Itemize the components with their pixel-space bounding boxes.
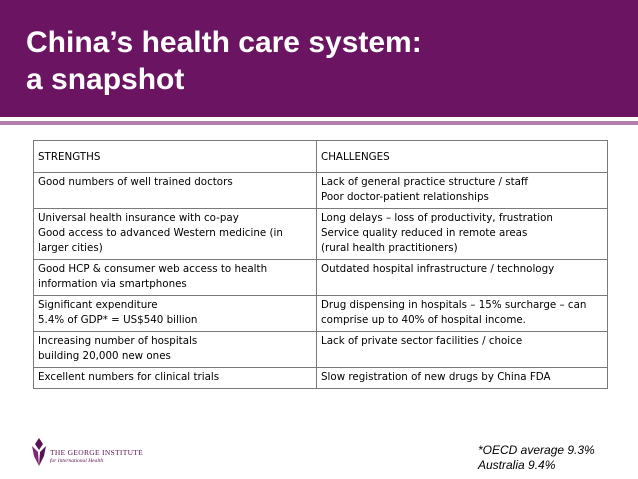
- cell-line: Lack of private sector facilities / choice: [321, 335, 523, 347]
- table-row: [34, 209, 608, 260]
- slide-title-line-2: a snapshot: [26, 63, 185, 96]
- header-strengths: STRENGTHS: [34, 141, 317, 173]
- strength-cell: [34, 209, 317, 260]
- footnote-line-2: Australia 9.4%: [478, 458, 556, 472]
- cell-line: Drug dispensing in hospitals – 15% surcharge – can comprise up to 40% of hospital income.: [321, 299, 587, 326]
- strength-cell: [34, 260, 317, 296]
- cell-line: Slow registration of new drugs by China FDA: [321, 371, 551, 383]
- cell-line: Service quality reduced in remote areas: [321, 227, 528, 239]
- cell-line: 5.4% of GDP* = US$540 billion: [38, 314, 198, 326]
- strength-cell: [34, 368, 317, 389]
- table-row: [34, 260, 608, 296]
- title-bar: [0, 0, 638, 117]
- table-row: [34, 368, 608, 389]
- challenge-cell: [317, 260, 608, 296]
- challenge-cell: [317, 296, 608, 332]
- logo-name-text: THE GEORGE INSTITUTE: [50, 448, 144, 457]
- george-institute-logo: [30, 436, 180, 472]
- strengths-challenges-table: [33, 140, 608, 389]
- strength-cell: [34, 296, 317, 332]
- cell-line: Outdated hospital infrastructure / technology: [321, 263, 555, 275]
- cell-line: Increasing number of hospitals: [38, 335, 198, 347]
- cell-line: Universal health insurance with co-pay: [38, 212, 239, 224]
- table-row: [34, 296, 608, 332]
- strength-cell: [34, 173, 317, 209]
- footnote: [478, 443, 595, 473]
- cell-line: Good HCP & consumer web access to health information via smartphones: [38, 263, 268, 290]
- cell-line: Lack of general practice structure / staff: [321, 176, 529, 188]
- accent-divider: [0, 121, 638, 125]
- challenge-cell: [317, 173, 608, 209]
- table-header-row: [34, 141, 608, 173]
- cell-line: Excellent numbers for clinical trials: [38, 371, 220, 383]
- challenge-cell: [317, 332, 608, 368]
- slide-title-line-1: China’s health care system:: [26, 26, 422, 59]
- slide-title: [26, 24, 616, 98]
- cell-line: Long delays – loss of productivity, frustration: [321, 212, 553, 224]
- logo-tagline-text: for International Health: [50, 458, 104, 464]
- challenge-cell: [317, 368, 608, 389]
- cell-line: Poor doctor-patient relationships: [321, 191, 489, 203]
- table-row: [34, 332, 608, 368]
- challenge-cell: [317, 209, 608, 260]
- cell-line: Significant expenditure: [38, 299, 158, 311]
- strength-cell: [34, 332, 317, 368]
- cell-line: (rural health practitioners): [321, 242, 458, 254]
- cell-line: Good numbers of well trained doctors: [38, 176, 233, 188]
- table-row: [34, 173, 608, 209]
- cell-line: Good access to advanced Western medicine (in larger cities): [38, 227, 283, 254]
- header-challenges: CHALLENGES: [317, 141, 608, 173]
- george-institute-logo-icon: [30, 436, 48, 470]
- footnote-line-1: *OECD average 9.3%: [478, 443, 595, 457]
- cell-line: building 20,000 new ones: [38, 350, 171, 362]
